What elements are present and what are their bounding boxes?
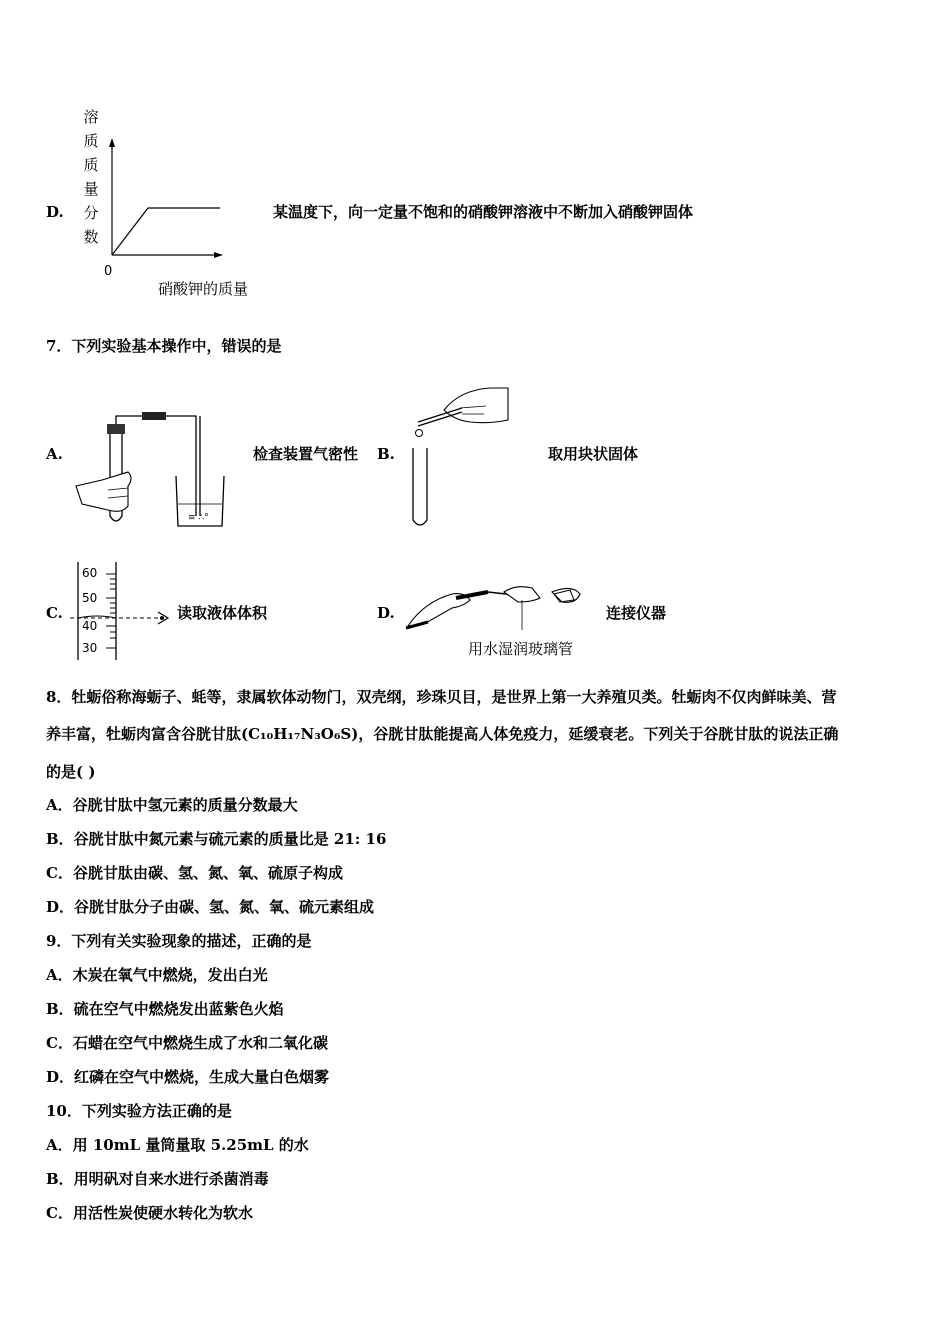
q7-option-a-text: 检查装置气密性	[253, 445, 359, 463]
q9-option-d: D．红磷在空气中燃烧，生成大量白色烟雾	[46, 1068, 330, 1086]
y-label-char: 质	[83, 156, 99, 174]
q8-option-b: B．谷胱甘肽中氮元素与硫元素的质量比是 21: 16	[46, 830, 387, 848]
q10-option-b: B．用明矾对自来水进行杀菌消毒	[46, 1170, 269, 1188]
graph-axes	[70, 100, 270, 300]
graduated-cylinder-image	[70, 560, 180, 664]
q8-option-c: C．谷胱甘肽由碳、氢、氮、氧、硫原子构成	[46, 864, 343, 882]
q6-graph	[70, 100, 270, 300]
q7-option-a-label: A.	[46, 445, 63, 463]
airtightness-apparatus-image	[72, 408, 232, 538]
q7-option-d-text: 连接仪器	[606, 604, 667, 622]
graph-origin: 0	[104, 264, 113, 279]
q9-stem: 9．下列有关实验现象的描述，正确的是	[46, 932, 312, 950]
q9-option-c: C．石蜡在空气中燃烧生成了水和二氧化碳	[46, 1034, 328, 1052]
y-label-char: 分	[83, 204, 99, 222]
y-label-char: 溶	[83, 108, 99, 126]
graph-x-axis-label: 硝酸钾的质量	[158, 280, 249, 298]
q8-option-d: D．谷胱甘肽分子由碳、氢、氮、氧、硫元素组成	[46, 898, 375, 916]
q7-option-c-text: 读取液体体积	[177, 604, 268, 622]
q10-option-c: C．用活性炭使硬水转化为软水	[46, 1204, 253, 1222]
q8-line2-after: )，谷胱甘肽能提高人体免疫力，延缓衰老。下列关于谷胱甘肽的说法正确	[351, 725, 839, 743]
q7-option-d-label: D.	[377, 604, 395, 622]
y-label-char: 质	[83, 132, 99, 150]
tick-label: 30	[82, 641, 98, 655]
q7-option-c-label: C.	[46, 604, 63, 622]
q7-stem: 7．下列实验基本操作中，错误的是	[46, 337, 282, 355]
q9-option-a: A．木炭在氧气中燃烧，发出白光	[46, 966, 268, 984]
q8-stem-line2	[46, 724, 838, 744]
tick-label: 60	[82, 566, 98, 580]
q10-option-a: A．用 10mL 量筒量取 5.25mL 的水	[46, 1136, 309, 1154]
apparatus-caption: 用水湿润玻璃管	[468, 640, 574, 658]
connect-apparatus-image	[404, 580, 604, 660]
block-solid-testtube-image	[400, 384, 510, 534]
q8-stem-line1: 8．牡蛎俗称海蛎子、蚝等，隶属软体动物门，双壳纲，珍珠贝目，是世界上第一大养殖贝类。牡蛎肉不仅肉鲜味美、营	[46, 688, 837, 706]
q8-option-a: A．谷胱甘肽中氢元素的质量分数最大	[46, 796, 298, 814]
tick-label: 40	[82, 619, 98, 633]
q10-stem: 10．下列实验方法正确的是	[46, 1102, 232, 1120]
y-label-char: 数	[83, 228, 99, 246]
svg-text:≡ ∴°: ≡ ∴°	[188, 513, 209, 523]
apparatus-drawing	[404, 580, 604, 640]
q7-option-b-label: B.	[377, 445, 395, 463]
q8-line2-before: 养丰富，牡蛎肉富含谷胱甘肽(	[46, 725, 249, 743]
q6-option-d-text: 某温度下，向一定量不饱和的硝酸钾溶液中不断加入硝酸钾固体	[273, 203, 694, 221]
q8-stem-line3: 的是( )	[46, 763, 96, 781]
q7-option-b-text: 取用块状固体	[548, 445, 639, 463]
tick-label: 50	[82, 591, 98, 605]
y-label-char: 量	[83, 180, 99, 198]
q6-option-d-label: D.	[46, 203, 64, 221]
q8-formula: C₁₀H₁₇N₃O₆S	[248, 725, 352, 743]
q9-option-b: B．硫在空气中燃烧发出蓝紫色火焰	[46, 1000, 284, 1018]
